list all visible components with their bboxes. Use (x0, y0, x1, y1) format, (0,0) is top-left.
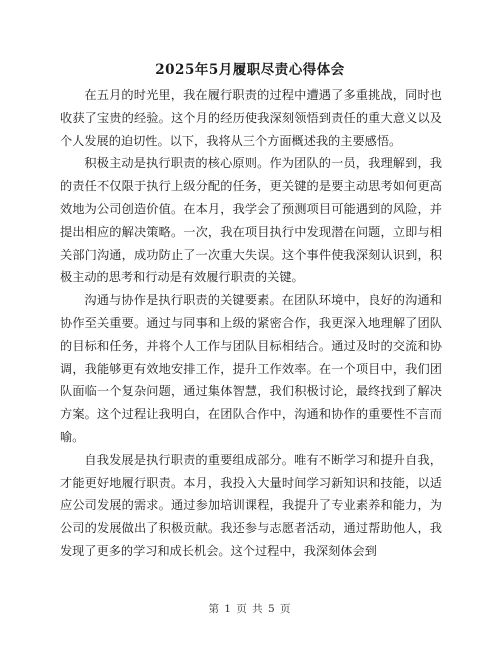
document-title: 2025年5月履职尽责心得体会 (155, 62, 345, 78)
paragraph-proactive: 积极主动是执行职责的核心原则。作为团队的一员，我理解到，我的责任不仅限于执行上级分配的任务，更关键的是要主动思考如何更高效地为公司创造价值。在本月，我学会了预测项目可能遇到的风险，并提出相应的解决策略。一次，我在项目执行中发现潜在问题，立即与相关部门沟通，成功防止了一次重大失误。这个事件使我深刻认识到，积极主动的思考和行动是有效履行职责的关键。 (60, 156, 442, 285)
document-body (60, 84, 442, 563)
paragraph-intro: 在五月的时光里，我在履行职责的过程中遭遇了多重挑战，同时也收获了宝贵的经验。这个月的经历使我深刻领悟到责任的重大意义以及个人发展的迫切性。以下，我将从三个方面概述我的主要感悟。 (60, 88, 442, 148)
paragraph-communication: 沟通与协作是执行职责的关键要素。在团队环境中，良好的沟通和协作至关重要。通过与同事和上级的紧密合作，我更深入地理解了团队的目标和任务，并将个人工作与团队目标相结合。通过及时的交流和协调，我能够更有效地安排工作，提升工作效率。在一个项目中，我们团队面临一个复杂问题，通过集体智慧，我们积极讨论，最终找到了解决方案。这个过程让我明白，在团队合作中，沟通和协作的重要性不言而喻。 (60, 293, 442, 444)
paragraph-self-development: 自我发展是执行职责的重要组成部分。唯有不断学习和提升自我，才能更好地履行职责。本月，我投入大量时间学习新知识和技能，以适应公司发展的需求。通过参加培训课程，我提升了专业素养和能力，为公司的发展做出了积极贡献。我还参与志愿者活动，通过帮助他人，我发现了更多的学习和成长机会。这个过程中，我深刻体会到 (60, 452, 442, 558)
page-number-footer: 第 1 页 共 5 页 (208, 603, 292, 615)
